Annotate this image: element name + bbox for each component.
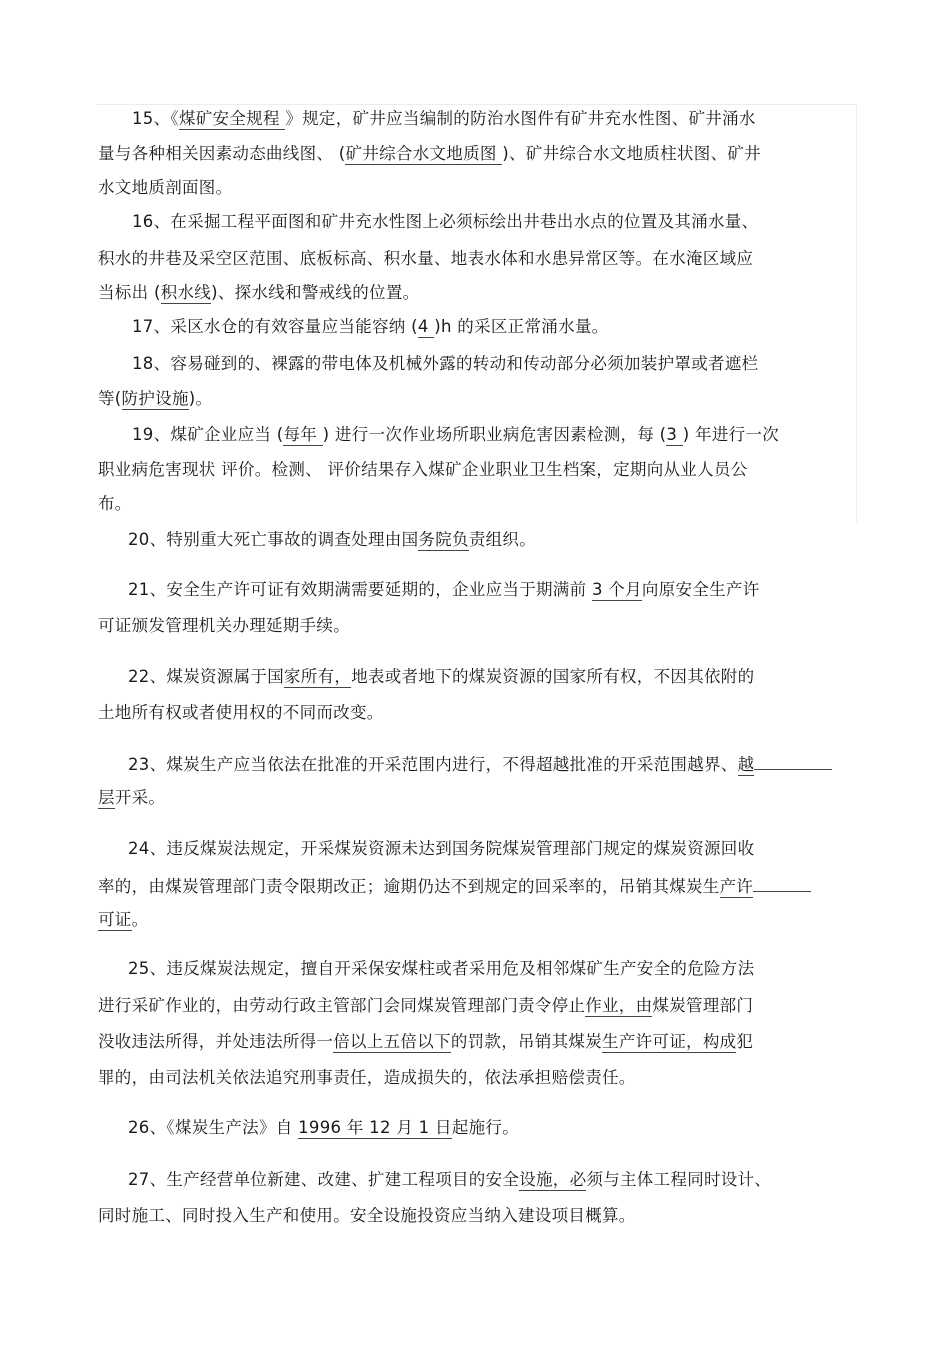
text-line	[132, 108, 756, 130]
question-text: 25、违反煤炭法规定，擅自开采保安煤柱或者采用危及相邻煤矿生产安全的危险方法	[128, 959, 755, 978]
answer-blank: 生产许可证，构成	[602, 1032, 737, 1051]
answer-blank: 可证	[98, 910, 132, 929]
question-text: 率的，由煤炭管理部门责令限期改正；逾期仍达不到规定的回采率的，吊销其煤炭生	[98, 877, 720, 896]
question-text: )。	[188, 389, 213, 408]
text-line	[98, 1067, 636, 1089]
question-text: 职业病危害现状 评价。检测、 评价结果存入煤矿企业职业卫生档案，定期向从业人员公	[98, 460, 748, 479]
text-line	[128, 579, 760, 601]
question-text: 罪的，由司法机关依法追究刑事责任，造成损失的，依法承担赔偿责任。	[98, 1068, 636, 1087]
question-text: 没收违法所得，并处违法所得一	[98, 1032, 334, 1051]
question-text: 地表或者地下的煤炭资源的国家所有权，不因其依附的	[351, 667, 755, 686]
text-line	[132, 211, 758, 233]
question-text: 向原安全生产许	[641, 580, 760, 599]
answer-blank-extension	[753, 873, 811, 892]
question-text: 积水的井巷及采空区范围、底板标高、积水量、地表水体和水患异常区等。在水淹区域应	[98, 249, 754, 268]
question-text: 进行采矿作业的，由劳动行政主管部门会同煤炭管理部门责令停止	[98, 996, 586, 1015]
answer-blank: 积水线	[160, 283, 212, 302]
answer-blank: 每年	[283, 425, 323, 444]
question-text: 19、煤矿企业应当 (	[132, 425, 284, 444]
question-text: ) 进行一次作业场所职业病危害因素检测，每 (	[322, 425, 667, 444]
question-text: 17、采区水仓的有效容量应当能容纳 (	[132, 317, 418, 336]
question-text: 当标出 (	[98, 283, 161, 302]
question-text: )、矿井综合水文地质柱状图、矿井	[502, 144, 761, 163]
answer-blank: 设施，必	[519, 1170, 587, 1189]
text-line	[98, 1205, 636, 1227]
answer-blank: 家所有，	[284, 667, 352, 686]
question-text: 15、《	[132, 109, 179, 128]
question-text: 量与各种相关因素动态曲线图、 (	[98, 144, 346, 163]
question-text: 20、特别重大死亡事故的调查处理由国	[128, 530, 419, 549]
text-line	[132, 353, 758, 375]
answer-blank: 产许	[719, 877, 754, 896]
answer-blank-extension	[754, 751, 832, 770]
question-text: 16、在采掘工程平面图和矿井充水性图上必须标绘出井巷出水点的位置及其涌水量、	[132, 212, 759, 231]
text-line	[98, 493, 132, 515]
text-line	[98, 282, 419, 304]
question-text: 犯	[736, 1032, 754, 1051]
question-text: 须与主体工程同时设计、	[586, 1170, 772, 1189]
question-text: 水文地质剖面图。	[98, 178, 233, 197]
text-line	[128, 666, 754, 688]
question-text: )、探水线和警戒线的位置。	[211, 283, 420, 302]
question-text: 可证颁发管理机关办理延期手续。	[98, 616, 350, 635]
text-line	[98, 1031, 753, 1053]
text-line	[98, 459, 748, 481]
question-text: 24、违反煤炭法规定，开采煤炭资源未达到国务院煤炭管理部门规定的煤炭资源回收	[128, 839, 755, 858]
answer-blank: 3	[666, 425, 683, 444]
question-text: 》规定，矿井应当编制的防治水图件有矿井充水性图、矿井涌水	[285, 109, 756, 128]
answer-blank: 越	[737, 755, 755, 774]
question-text: 布。	[98, 494, 132, 513]
answer-blank: 煤矿安全规程	[178, 109, 286, 128]
text-line	[98, 177, 232, 199]
text-line	[98, 143, 761, 165]
question-text: 的罚款，吊销其煤炭	[450, 1032, 603, 1051]
question-text: 等(	[98, 389, 122, 408]
text-line	[98, 615, 350, 637]
text-line	[128, 1169, 771, 1191]
question-text: 27、生产经营单位新建、改建、扩建工程项目的安全	[128, 1170, 520, 1189]
question-text: 起施行。	[451, 1118, 520, 1137]
text-line	[128, 751, 832, 776]
answer-blank: 层	[98, 788, 115, 807]
question-text: ) 年进行一次	[682, 425, 780, 444]
question-text: 21、安全生产许可证有效期满需要延期的，企业应当于期满前	[128, 580, 592, 599]
text-line	[128, 958, 754, 980]
answer-blank: 矿井综合水文地质图	[345, 144, 503, 163]
text-line	[128, 838, 754, 860]
answer-blank: 1996 年 12 月 1 日	[298, 1118, 452, 1137]
question-text: 22、煤炭资源属于国	[128, 667, 284, 686]
question-text: 23、煤炭生产应当依法在批准的开采范围内进行，不得超越批准的开采范围越界、	[128, 755, 738, 774]
text-line	[132, 424, 779, 446]
text-line	[128, 1117, 519, 1139]
text-line	[98, 388, 212, 410]
answer-blank: 防护设施	[121, 389, 189, 408]
answer-blank: 倍以上五倍以下	[333, 1032, 451, 1051]
question-text: 开采。	[114, 788, 166, 807]
question-text: 26、《煤炭生产法》自	[128, 1118, 299, 1137]
text-line	[98, 909, 148, 931]
question-text: 18、容易碰到的、裸露的带电体及机械外露的转动和传动部分必须加装护罩或者遮栏	[132, 354, 759, 373]
question-text: 土地所有权或者使用权的不同而改变。	[98, 703, 384, 722]
text-line	[132, 316, 608, 338]
text-line	[98, 787, 165, 809]
question-text: 。	[131, 910, 149, 929]
answer-blank: 3 个月	[591, 580, 642, 599]
text-line	[98, 873, 811, 898]
text-line	[128, 529, 536, 551]
answer-blank: 务院负	[418, 530, 469, 549]
question-text: )h 的采区正常涌水量。	[434, 317, 609, 336]
answer-blank: 作业，由	[585, 996, 653, 1015]
text-line	[98, 995, 753, 1017]
text-line	[98, 248, 753, 270]
answer-blank: 4	[417, 317, 435, 336]
text-line	[98, 702, 384, 724]
question-text: 同时施工、同时投入生产和使用。安全设施投资应当纳入建设项目概算。	[98, 1206, 636, 1225]
question-text: 责组织。	[468, 530, 537, 549]
question-text: 煤炭管理部门	[652, 996, 754, 1015]
